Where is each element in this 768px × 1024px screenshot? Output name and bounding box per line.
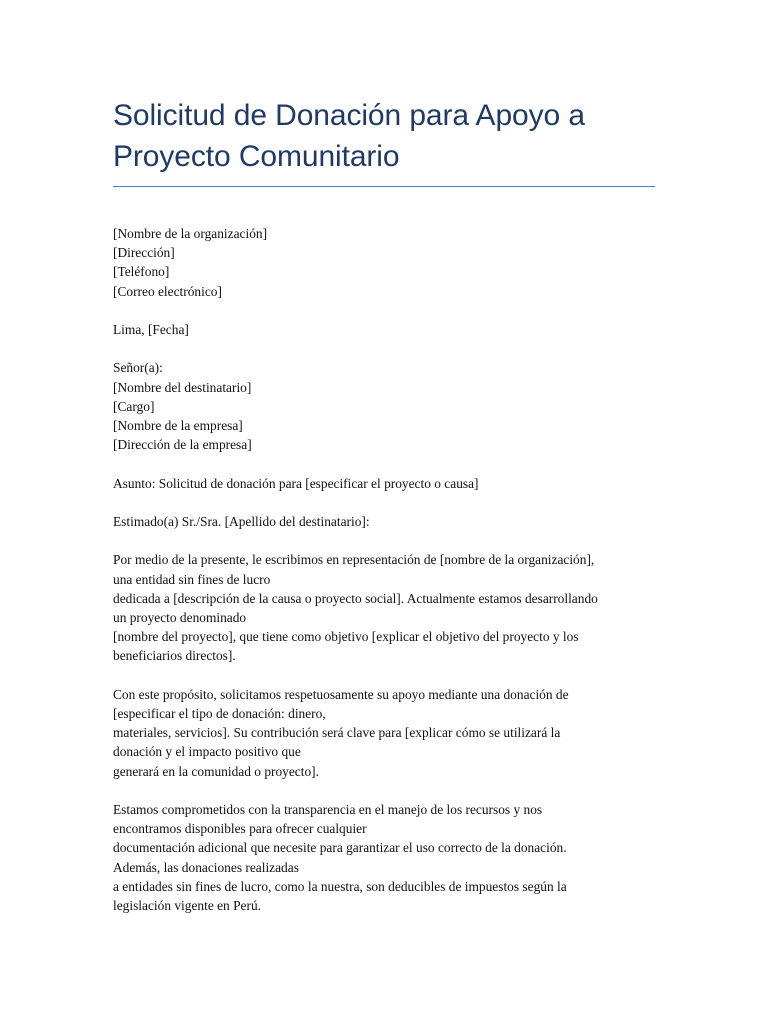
paragraph-line: una entidad sin fines de lucro <box>113 571 271 587</box>
greeting-line: Estimado(a) Sr./Sra. [Apellido del destinatario]: <box>113 513 370 529</box>
sender-block <box>113 224 655 301</box>
paragraph-line: un proyecto denominado <box>113 609 247 625</box>
title-line: Proyecto Comunitario <box>113 140 400 173</box>
paragraph-line: dedicada a [descripción de la causa o proyecto social]. Actualmente estamos desarrollando <box>113 590 598 606</box>
paragraph-line: Por medio de la presente, le escribimos en representación de [nombre de la organización], <box>113 552 595 568</box>
paragraph-line: a entidades sin fines de lucro, como la nuestra, son deducibles de impuestos según la <box>113 878 567 894</box>
paragraph-introduction <box>113 550 655 665</box>
recipient-line: [Nombre del destinatario] <box>113 379 252 395</box>
sender-line: [Nombre de la organización] <box>113 226 268 241</box>
paragraph-line: Estamos comprometidos con la transparencia en el manejo de los recursos y nos <box>113 801 543 817</box>
subject-line: Asunto: Solicitud de donación para [especificar el proyecto o causa] <box>113 475 479 491</box>
paragraph-line: generará en la comunidad o proyecto]. <box>113 763 319 779</box>
paragraph-line: donación y el impacto positivo que <box>113 744 301 760</box>
paragraph-request <box>113 685 655 781</box>
paragraph-line: materiales, servicios]. Su contribución será clave para [explicar cómo se utilizará la <box>113 725 561 741</box>
recipient-line: [Dirección de la empresa] <box>113 437 252 453</box>
blank-line <box>113 301 655 320</box>
recipient-line: [Nombre de la empresa] <box>113 418 243 433</box>
blank-line <box>113 531 655 550</box>
recipient-line: [Cargo] <box>113 398 155 414</box>
blank-line <box>113 339 655 358</box>
blank-line <box>113 781 655 800</box>
paragraph-line: Además, las donaciones realizadas <box>113 859 299 875</box>
title-underline <box>113 186 655 187</box>
sender-line: [Teléfono] <box>113 264 170 280</box>
sender-line: [Dirección] <box>113 245 175 261</box>
letter-body <box>113 224 655 915</box>
paragraph-line: legislación vigente en Perú. <box>113 898 261 913</box>
paragraph-line: [nombre del proyecto], que tiene como objetivo [explicar el objetivo del proyecto y los <box>113 629 579 645</box>
blank-line <box>113 454 655 473</box>
title-line: Solicitud de Donación para Apoyo a <box>113 99 585 132</box>
blank-line <box>113 493 655 512</box>
paragraph-transparency <box>113 800 655 915</box>
blank-line <box>113 666 655 685</box>
paragraph-line: encontramos disponibles para ofrecer cualquier <box>113 821 367 837</box>
document-page <box>113 95 655 915</box>
recipient-line: Señor(a): <box>113 360 163 376</box>
document-title <box>113 95 655 177</box>
paragraph-line: Con este propósito, solicitamos respetuosamente su apoyo mediante una donación de <box>113 686 569 702</box>
paragraph-line: beneficiarios directos]. <box>113 648 236 664</box>
recipient-block <box>113 358 655 454</box>
sender-line: [Correo electrónico] <box>113 283 222 299</box>
paragraph-line: [especificar el tipo de donación: dinero, <box>113 705 326 721</box>
date-line: Lima, [Fecha] <box>113 322 189 337</box>
paragraph-line: documentación adicional que necesite para garantizar el uso correcto de la donación. <box>113 840 567 856</box>
